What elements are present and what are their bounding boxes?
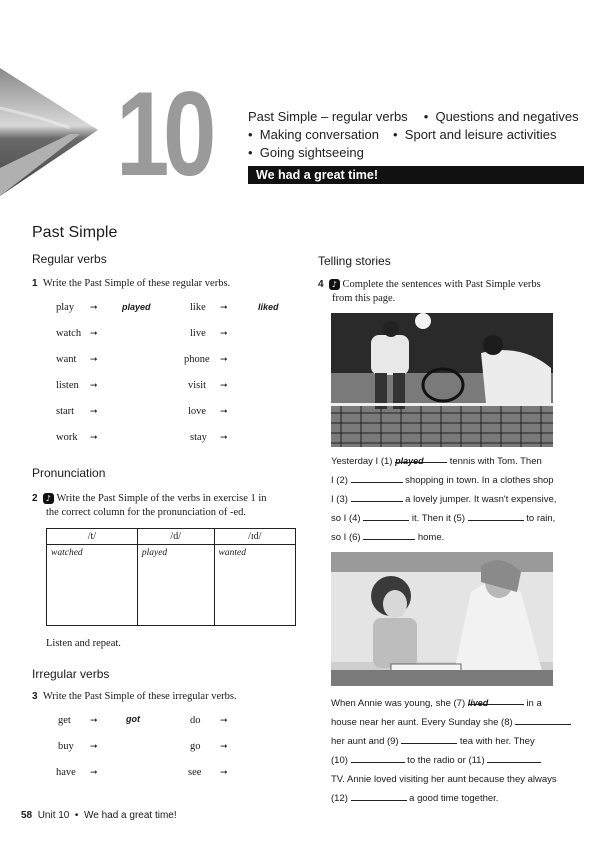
regular-verbs-heading: Regular verbs bbox=[32, 252, 107, 266]
exercise-1-instruction: 1 Write the Past Simple of these regular verbs. bbox=[32, 278, 231, 289]
page-number: 58 bbox=[21, 810, 33, 821]
arrow-icon: ➞ bbox=[90, 742, 98, 752]
verb-buy: buy bbox=[58, 741, 74, 752]
verb-listen: listen bbox=[56, 380, 79, 391]
exercise-4-instruction: 4 ♪ Complete the sentences with Past Simple verbs from this page. bbox=[318, 279, 541, 304]
column-d: /d/ bbox=[137, 529, 214, 545]
verb-phone: phone bbox=[184, 354, 210, 365]
topic-item: Past Simple – regular verbs bbox=[248, 109, 408, 124]
arrow-icon: ➞ bbox=[90, 329, 98, 339]
reading-photo bbox=[331, 552, 553, 686]
blank-8[interactable] bbox=[515, 714, 571, 725]
verb-see: see bbox=[188, 767, 202, 778]
arrow-icon: ➞ bbox=[220, 407, 228, 417]
column-t: /t/ bbox=[47, 529, 138, 545]
blank-12[interactable] bbox=[351, 790, 407, 801]
listen-and-repeat: Listen and repeat. bbox=[46, 638, 121, 649]
arrow-icon: ➞ bbox=[220, 716, 228, 726]
tennis-photo bbox=[331, 313, 553, 447]
answer-got: got bbox=[126, 714, 140, 724]
arrow-icon: ➞ bbox=[220, 329, 228, 339]
footer-title: We had a great time! bbox=[84, 810, 177, 821]
arrow-icon: ➞ bbox=[90, 355, 98, 365]
verb-stay: stay bbox=[190, 432, 207, 443]
verb-live: live bbox=[190, 328, 206, 339]
column-t-cell[interactable]: watched bbox=[47, 545, 138, 626]
answer-7: lived bbox=[467, 698, 489, 708]
column-d-cell[interactable]: played bbox=[137, 545, 214, 626]
answer-liked: liked bbox=[258, 302, 279, 312]
verb-want: want bbox=[56, 354, 77, 365]
blank-3[interactable] bbox=[351, 491, 403, 502]
blank-4[interactable] bbox=[363, 510, 409, 521]
verb-start: start bbox=[56, 406, 75, 417]
story-2: When Annie was young, she (7) lived in a house near her aunt. Every Sunday she (8) her aunt and (9) tea with her. They (10) to the radio or (11) TV. Annie loved visiting her aunt because they always (12) a good time together. bbox=[331, 694, 571, 808]
verb-like: like bbox=[190, 302, 206, 313]
exercise-2-instruction: 2 ♪ Write the Past Simple of the verbs in exercise 1 in the correct column for the pronunciation of -ed. bbox=[32, 493, 267, 518]
verb-watch: watch bbox=[56, 328, 82, 339]
exercise-3-instruction: 3 Write the Past Simple of these irregular verbs. bbox=[32, 691, 237, 702]
blank-9[interactable] bbox=[401, 733, 457, 744]
verb-get: get bbox=[58, 715, 71, 726]
section-title: Past Simple bbox=[32, 224, 118, 241]
pronunciation-heading: Pronunciation bbox=[32, 466, 106, 480]
arrow-icon: ➞ bbox=[90, 303, 98, 313]
telling-stories-heading: Telling stories bbox=[318, 254, 391, 268]
footer-unit: Unit 10 bbox=[37, 810, 70, 821]
verb-have: have bbox=[56, 767, 76, 778]
verb-work: work bbox=[56, 432, 78, 443]
arrow-icon: ➞ bbox=[220, 742, 228, 752]
blank-5[interactable] bbox=[468, 510, 524, 521]
answer-played: played bbox=[122, 302, 151, 312]
verb-visit: visit bbox=[188, 380, 207, 391]
topic-item: Questions and negatives bbox=[435, 109, 579, 124]
arrow-icon: ➞ bbox=[220, 303, 228, 313]
verb-do: do bbox=[190, 715, 201, 726]
unit-number: 10 bbox=[116, 67, 210, 201]
verb-go: go bbox=[190, 741, 201, 752]
arrow-icon: ➞ bbox=[90, 768, 98, 778]
blank-2[interactable] bbox=[351, 472, 403, 483]
audio-icon[interactable]: ♪ bbox=[43, 493, 54, 504]
road-photo bbox=[0, 68, 100, 198]
page-footer: 58 Unit 10 • We had a great time! bbox=[21, 810, 177, 821]
verb-love: love bbox=[188, 406, 207, 417]
story-1: Yesterday I (1) played tennis with Tom. Then I (2) shopping in town. In a clothes shop I (3) a lovely jumper. It wasn't expensive, so I (4) it. Then it (5) to rain, so I (6) home. bbox=[331, 452, 556, 547]
pronunciation-table bbox=[46, 528, 296, 626]
arrow-icon: ➞ bbox=[90, 716, 98, 726]
topic-item: Making conversation bbox=[259, 127, 380, 142]
verb-play: play bbox=[56, 302, 75, 313]
topic-item: Sport and leisure activities bbox=[404, 127, 557, 142]
unit-title-banner: We had a great time! bbox=[248, 166, 584, 184]
blank-10[interactable] bbox=[351, 752, 405, 763]
unit-topics: Past Simple – regular verbs • Questions and negatives • Making conversation • Sport and leisure activities • Going sightseeing bbox=[248, 109, 579, 160]
arrow-icon: ➞ bbox=[90, 381, 98, 391]
answer-1: played bbox=[395, 456, 424, 466]
audio-icon[interactable]: ♪ bbox=[329, 279, 340, 290]
blank-11[interactable] bbox=[487, 752, 541, 763]
column-id: /ɪd/ bbox=[214, 529, 295, 545]
arrow-icon: ➞ bbox=[220, 768, 228, 778]
arrow-icon: ➞ bbox=[90, 407, 98, 417]
irregular-verbs-heading: Irregular verbs bbox=[32, 667, 110, 681]
arrow-icon: ➞ bbox=[220, 355, 228, 365]
arrow-icon: ➞ bbox=[220, 381, 228, 391]
column-id-cell[interactable]: wanted bbox=[214, 545, 295, 626]
arrow-icon: ➞ bbox=[90, 433, 98, 443]
topic-item: Going sightseeing bbox=[259, 145, 364, 160]
arrow-icon: ➞ bbox=[220, 433, 228, 443]
blank-6[interactable] bbox=[363, 529, 415, 540]
